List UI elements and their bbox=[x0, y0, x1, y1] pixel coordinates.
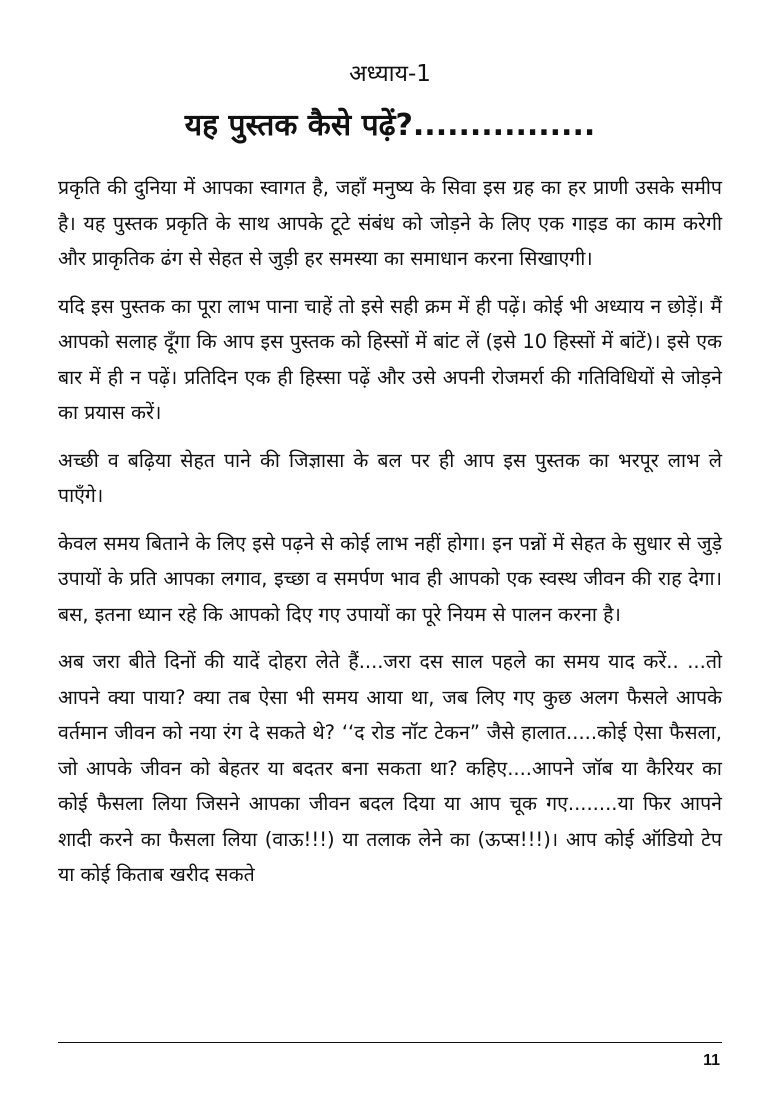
paragraph: अब जरा बीते दिनों की यादें दोहरा लेते हैं....जरा दस साल पहले का समय याद करें.. ...तो आपने क्या पाया? क्या तब ऐसा भी समय आया था, जब लिए गए कुछ अलग फैसले आपके वर्तमान जीवन को नया रंग दे सकते थे? ‘‘द रोड नॉट टेकन” जैसे हालात.....कोई ऐसा फैसला, जो आपके जीवन को बेहतर या बदतर बना सकता था? कहिए....आपने जॉब या कैरियर का कोई फैसला लिया जिसने आपका जीवन बदल दिया या आप चूक गए........या फिर आपने शादी करने का फैसला लिया (वाऊ!!!) या तलाक लेने का (ऊप्स!!!)। आप कोई ऑडियो टेप या कोई किताब खरीद सकते bbox=[58, 650, 722, 886]
footer-divider bbox=[58, 1042, 722, 1043]
paragraph: अच्छी व बढ़िया सेहत पाने की जिज्ञासा के बल पर ही आप इस पुस्तक का भरपूर लाभ ले पाएँगे। bbox=[58, 448, 722, 507]
page-number: 11 bbox=[703, 1052, 720, 1069]
paragraph: केवल समय बिताने के लिए इसे पढ़ने से कोई लाभ नहीं होगा। इन पन्नों में सेहत के सुधार से जुड़े उपायों के प्रति आपका लगाव, इच्छा व समर्पण भाव ही आपको एक स्वस्थ जीवन की राह देगा। बस, इतना ध्यान रहे कि आपको दिए गए उपायों का पूरे नियम से पालन करना है। bbox=[58, 531, 722, 626]
body-text bbox=[58, 170, 722, 905]
chapter-title: यह पुस्तक कैसे पढ़ें?................ bbox=[184, 108, 596, 143]
paragraph: यदि इस पुस्तक का पूरा लाभ पाना चाहें तो इसे सही क्रम में ही पढ़ें। कोई भी अध्याय न छोड़ें। मैं आपको सलाह दूँगा कि आप इस पुस्तक को हिस्सों में बांट लें (इसे 10 हिस्सों में बांटें)। इसे एक बार में ही न पढ़ें। प्रतिदिन एक ही हिस्सा पढ़ें और उसे अपनी रोजमर्रा की गतिविधियों से जोड़ने का प्रयास करें। bbox=[58, 294, 722, 424]
paragraph: प्रकृति की दुनिया में आपका स्वागत है, जहाँ मनुष्य के सिवा इस ग्रह का हर प्राणी उसके समीप है। यह पुस्तक प्रकृति के साथ आपके टूटे संबंध को जोड़ने के लिए एक गाइड का काम करेगी और प्राकृतिक ढंग से सेहत से जुड़ी हर समस्या का समाधान करना सिखाएगी। bbox=[58, 176, 722, 270]
chapter-label: अध्याय-1 bbox=[349, 61, 431, 87]
